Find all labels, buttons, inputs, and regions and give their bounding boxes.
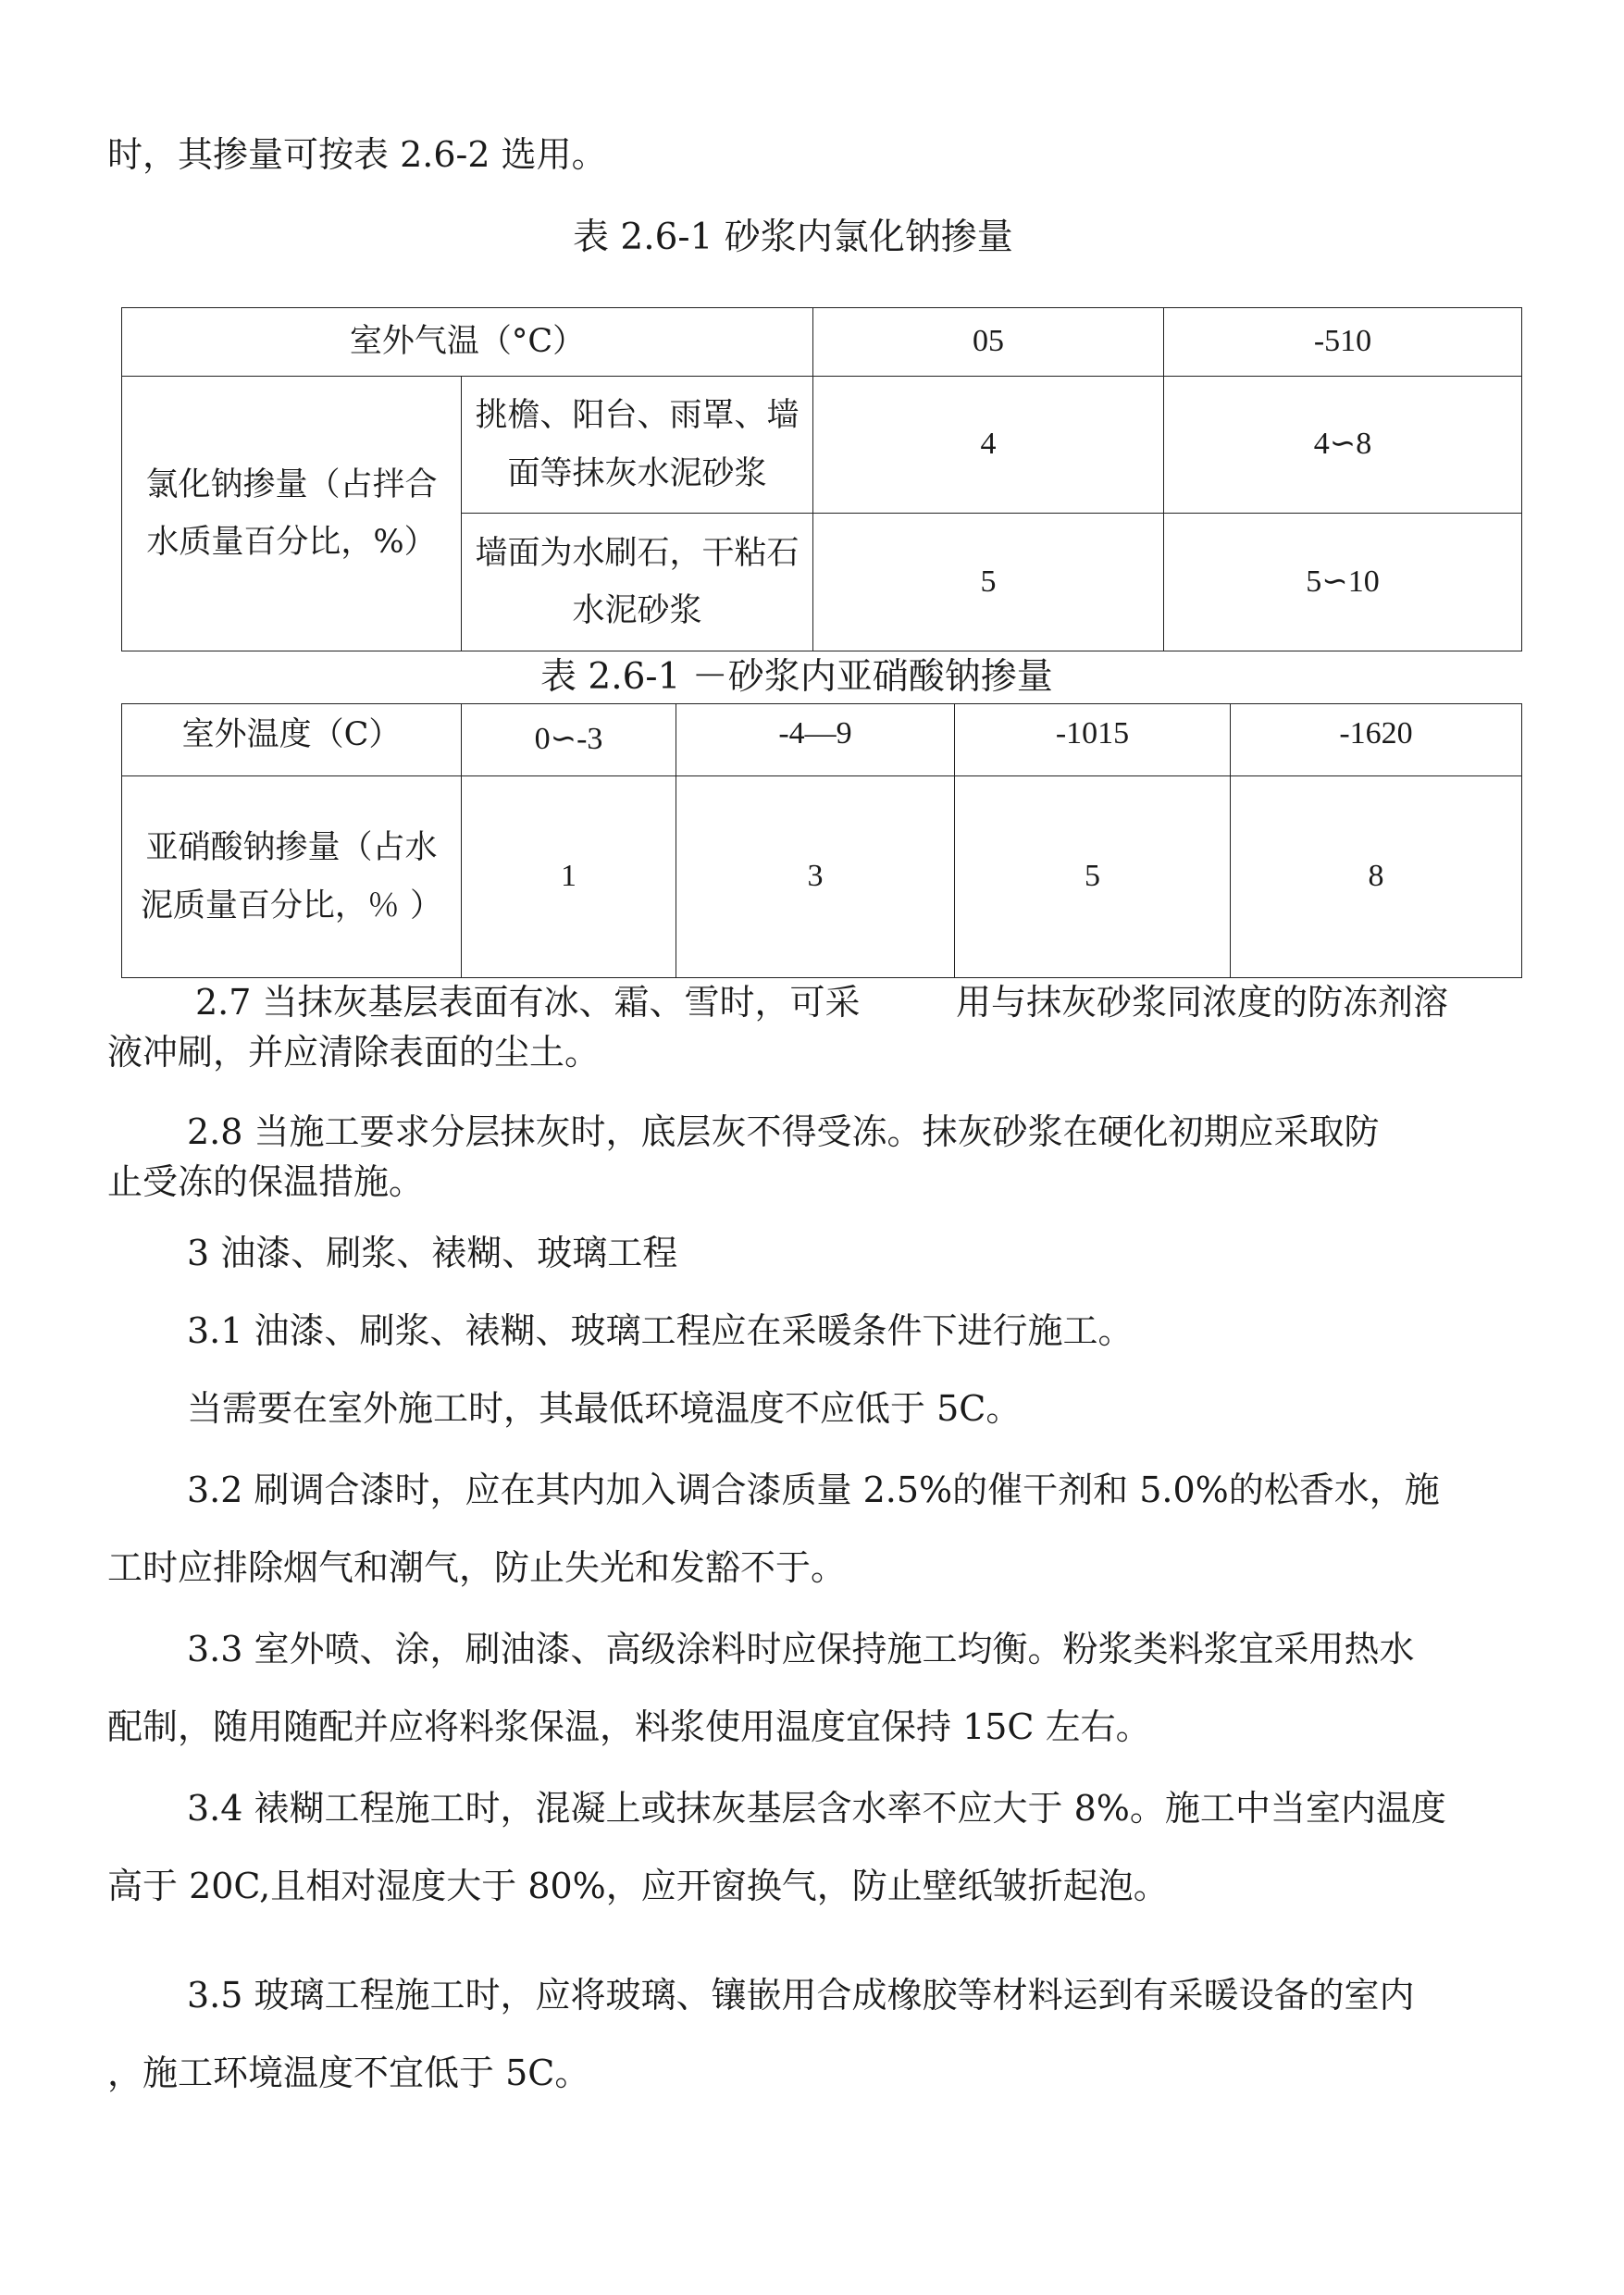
paragraph-line: 3.1 油漆、刷浆、裱糊、玻璃工程应在采暖条件下进行施工。 [187, 1310, 1134, 1351]
table2-col-header: -1015 [955, 704, 1231, 776]
table1-cell: 4∽8 [1164, 377, 1522, 514]
paragraph-line: 3.5 玻璃工程施工时，应将玻璃、镶嵌用合成橡胶等材料运到有采暖设备的室内 [187, 1975, 1415, 2016]
table1-col-header: -510 [1164, 308, 1522, 377]
paragraph-line: 3.4 裱糊工程施工时，混凝上或抹灰基层含水率不应大于 8%。施工中当室内温度 [187, 1788, 1446, 1829]
table2-cell: 3 [676, 776, 955, 978]
paragraph-line: 当需要在室外施工时，其最低环境温度不应低于 5C。 [187, 1388, 1022, 1429]
table1-col-header: 05 [813, 308, 1164, 377]
paragraph-line: 3.3 室外喷、涂，刷油漆、高级涂料时应保持施工均衡。粉浆类料浆宜采用热水 [187, 1629, 1415, 1669]
table2-col-header: -1620 [1231, 704, 1522, 776]
table1-cell: 5 [813, 514, 1164, 651]
paragraph-line: 高于 20C,且相对湿度大于 80%，应开窗换气，防止壁纸皱折起泡。 [107, 1866, 1169, 1906]
paragraph-line: 止受冻的保温措施。 [107, 1161, 425, 1202]
table2-row-label: 亚硝酸钠掺量（占水泥质量百分比，％ ） [122, 776, 462, 978]
paragraph-line: 3.2 刷调合漆时，应在其内加入调合漆质量 2.5%的催干剂和 5.0%的松香水，施 [187, 1470, 1440, 1510]
table2-col-header: 0∽-3 [462, 704, 676, 776]
table2-header-label: 室外温度（C） [122, 704, 462, 776]
table1-caption: 表 2.6-1 砂浆内氯化钠掺量 [573, 217, 1013, 258]
paragraph-line: 用与抹灰砂浆同浓度的防冻剂溶 [956, 982, 1449, 1023]
table1-row-label: 氯化钠掺量（占拌合水质量百分比，%） [122, 377, 462, 651]
paragraph-line: 液冲刷，并应清除表面的尘土。 [107, 1032, 601, 1073]
table2-col-header: -4—9 [676, 704, 955, 776]
paragraph-line: 工时应排除烟气和潮气，防止失光和发豁不于。 [107, 1547, 847, 1588]
paragraph-line: 2.7 当抹灰基层表面有冰、霜、雪时，可采 [195, 982, 861, 1023]
text-line: 时，其掺量可按表 2.6-2 选用。 [107, 134, 607, 175]
paragraph-line: 2.8 当施工要求分层抹灰时，底层灰不得受冻。抹灰砂浆在硬化初期应采取防 [187, 1111, 1380, 1152]
table1-cell: 4 [813, 377, 1164, 514]
section-heading: 3 油漆、刷浆、裱糊、玻璃工程 [187, 1233, 678, 1273]
table1-cell: 5∽10 [1164, 514, 1522, 651]
table2-cell: 5 [955, 776, 1231, 978]
paragraph-line: 配制，随用随配并应将料浆保温，料浆使用温度宜保持 15C 左右。 [107, 1706, 1151, 1747]
table1-sub-label: 墙面为水刷石，干粘石水泥砂浆 [462, 514, 813, 651]
paragraph-line: ，施工环境温度不宜低于 5C。 [107, 2053, 590, 2093]
table-sodium-nitrite [121, 703, 1522, 978]
table1-header-label: 室外气温（°C） [122, 308, 813, 377]
table1-sub-label: 挑檐、阳台、雨罩、墙面等抹灰水泥砂浆 [462, 377, 813, 514]
table-sodium-chloride [121, 307, 1522, 651]
table2-cell: 1 [462, 776, 676, 978]
table2-cell: 8 [1231, 776, 1522, 978]
table2-caption: 表 2.6-1 －砂浆内亚硝酸钠掺量 [540, 656, 1053, 698]
